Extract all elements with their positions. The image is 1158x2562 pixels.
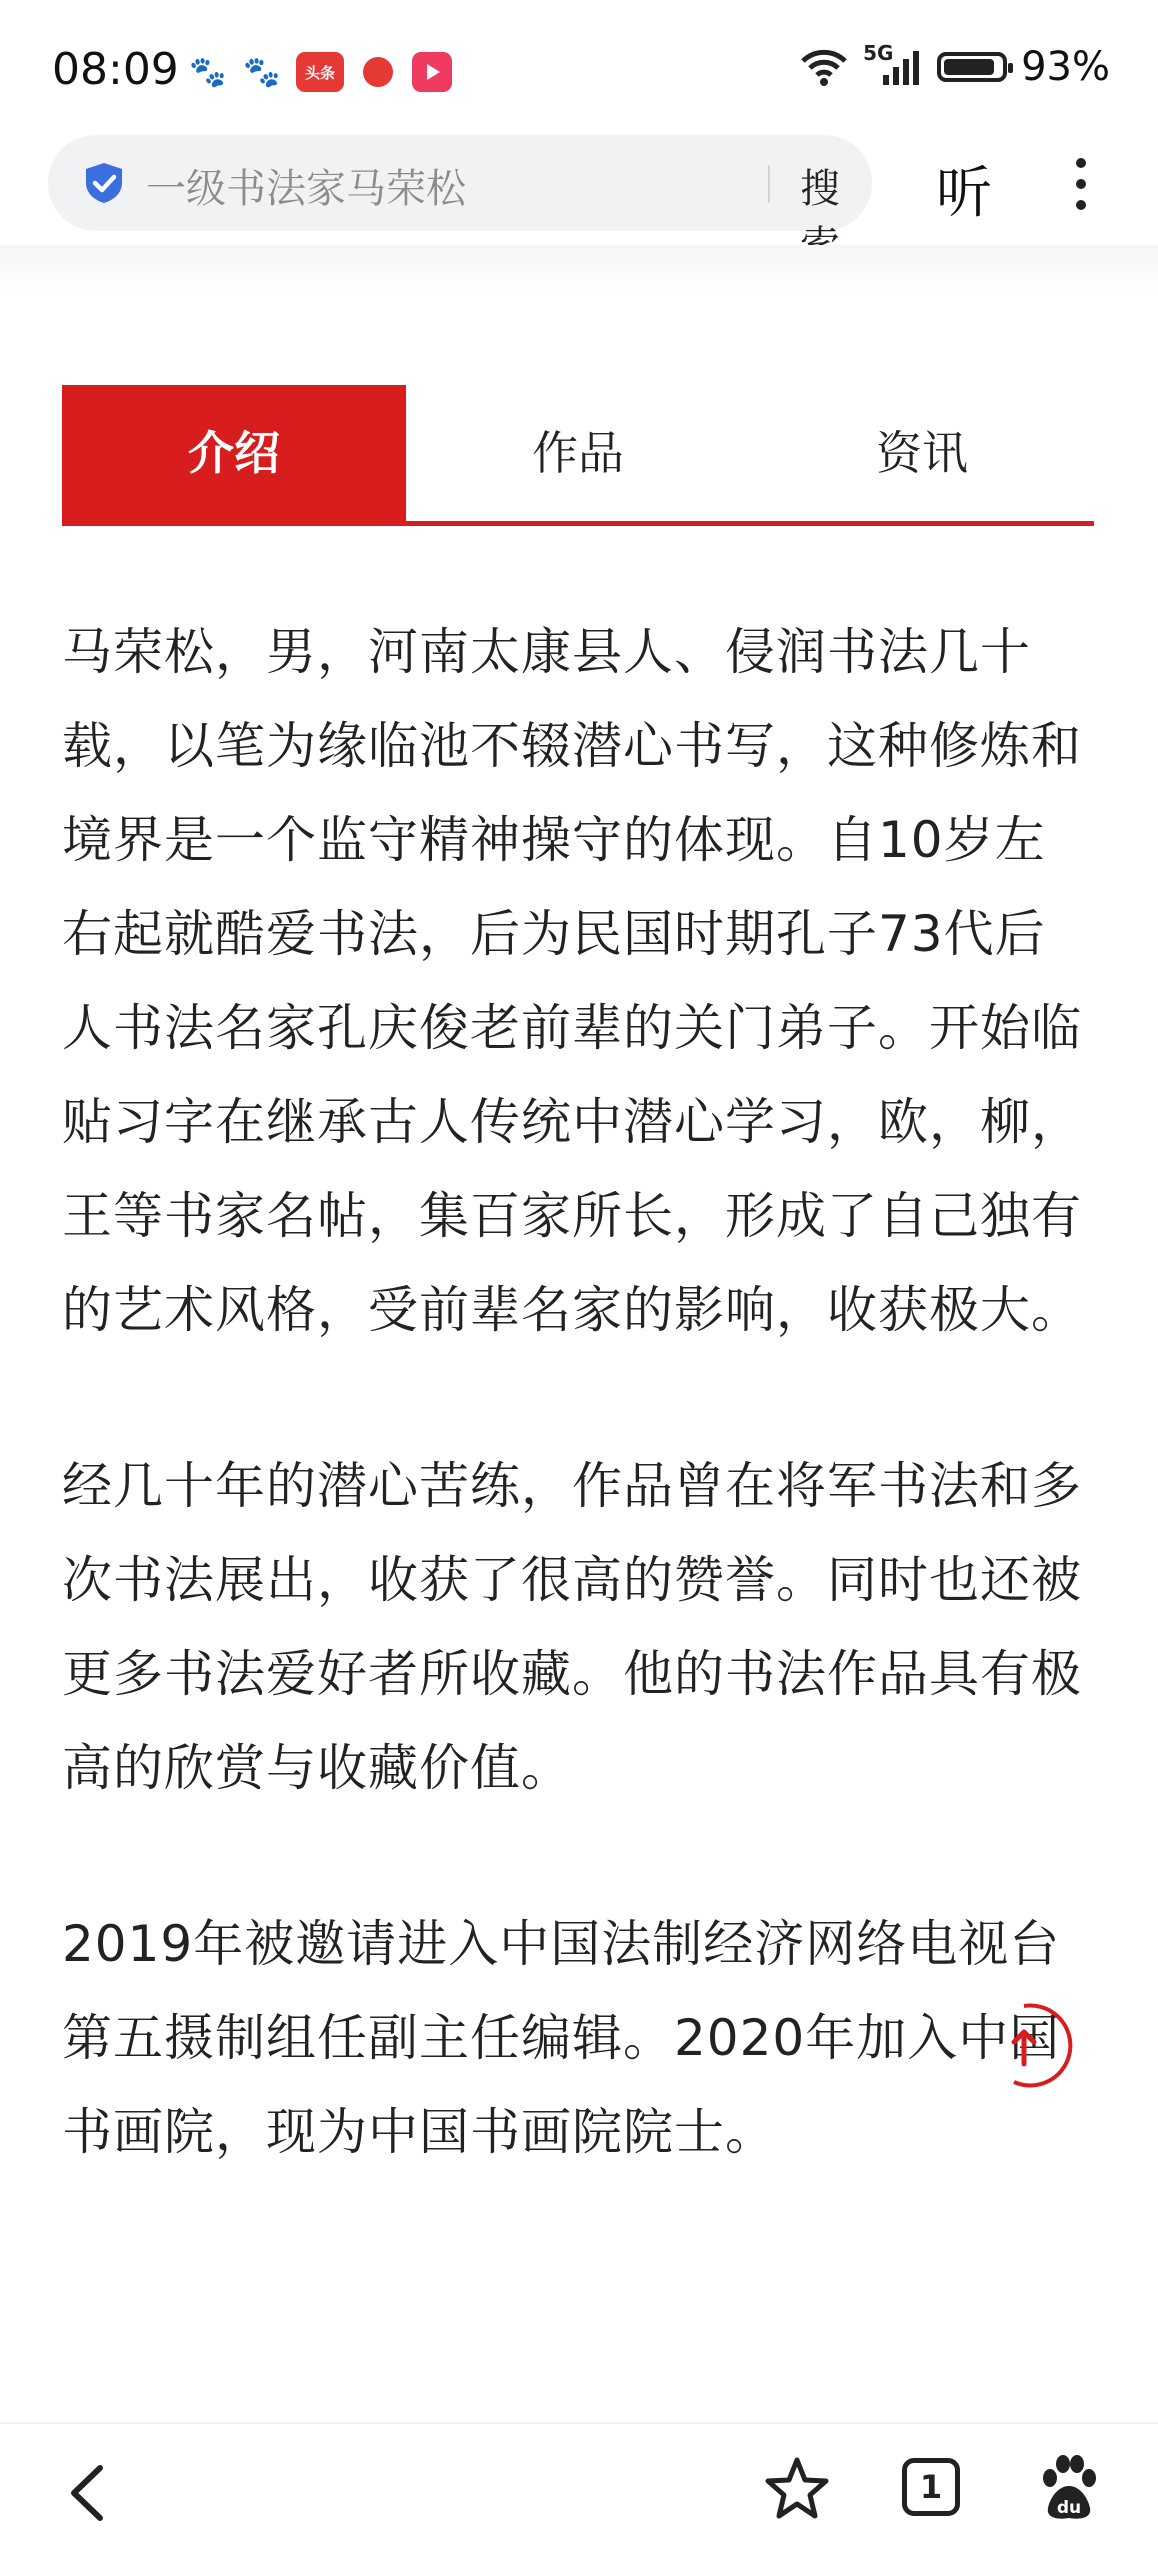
- toolbar-shadow: [0, 245, 1158, 295]
- red-app-icon: [358, 52, 398, 92]
- baidu-paw-icon-2: 🐾: [242, 52, 282, 92]
- search-box[interactable]: [48, 135, 872, 231]
- network-type: 5G: [863, 41, 894, 65]
- article-paragraph: 2019年被邀请进入中国法制经济网络电视台第五摄制组任副主任编辑。2020年加入中国书画院，现为中国书画院院士。: [62, 1915, 1061, 2161]
- article-paragraph: 马荣松，男，河南太康县人、侵润书法几十载，以笔为缘临池不辍潜心书写，这种修炼和境界是一个监守精神操守的体现。自10岁左右起就酷爱书法，后为民国时期孔子73代后人书法名家孔庆俊老前辈的关门弟子。开始临贴习字在继承古人传统中潜心学习，欧，柳，王等书家名帖，集百家所长，形成了自己独有的艺术风格，受前辈名家的影响，收获极大。: [62, 623, 1082, 1339]
- baidu-paw-icon[interactable]: [1036, 2454, 1102, 2524]
- search-input[interactable]: 一级书法家马荣松: [146, 166, 466, 212]
- baidu-paw-icon: 🐾: [188, 52, 228, 92]
- tabs-count-button[interactable]: 1: [902, 2458, 960, 2516]
- star-bookmark-icon[interactable]: [762, 2454, 832, 2524]
- tab-intro[interactable]: 介绍: [62, 385, 406, 521]
- battery-icon: [937, 52, 1007, 82]
- tab-news[interactable]: 资讯: [876, 426, 968, 480]
- search-button[interactable]: 搜: [800, 166, 840, 212]
- video-play-icon: [412, 52, 452, 92]
- status-time: 08:09: [52, 44, 179, 95]
- cellular-signal-icon: [863, 41, 923, 87]
- more-menu-icon[interactable]: [1066, 153, 1096, 213]
- search-divider: [768, 165, 770, 203]
- bottom-nav: [0, 2422, 1158, 2562]
- back-to-top-icon[interactable]: [984, 1990, 1094, 2100]
- browser-toolbar: [0, 135, 1158, 245]
- svg-text:du: du: [1056, 2498, 1082, 2518]
- article-body: [62, 605, 1096, 2261]
- listen-button[interactable]: 听: [936, 161, 992, 226]
- back-arrow-icon[interactable]: [60, 2458, 120, 2528]
- tab-works[interactable]: 作品: [532, 426, 624, 480]
- status-indicators: [799, 41, 1110, 90]
- status-bar: [0, 0, 1158, 135]
- toutiao-icon: 头条: [296, 52, 344, 92]
- wifi-icon: [799, 47, 849, 87]
- notification-icons: [188, 52, 452, 92]
- article-paragraph: 经几十年的潜心苦练，作品曾在将军书法和多次书法展出，收获了很高的赞誉。同时也还被更多书法爱好者所收藏。他的书法作品具有极高的欣赏与收藏价值。: [62, 1457, 1082, 1797]
- content-tabs: [62, 385, 1094, 527]
- shield-check-icon: [82, 161, 126, 205]
- battery-percent: 93%: [1021, 44, 1110, 90]
- tab-underline: [62, 521, 1094, 526]
